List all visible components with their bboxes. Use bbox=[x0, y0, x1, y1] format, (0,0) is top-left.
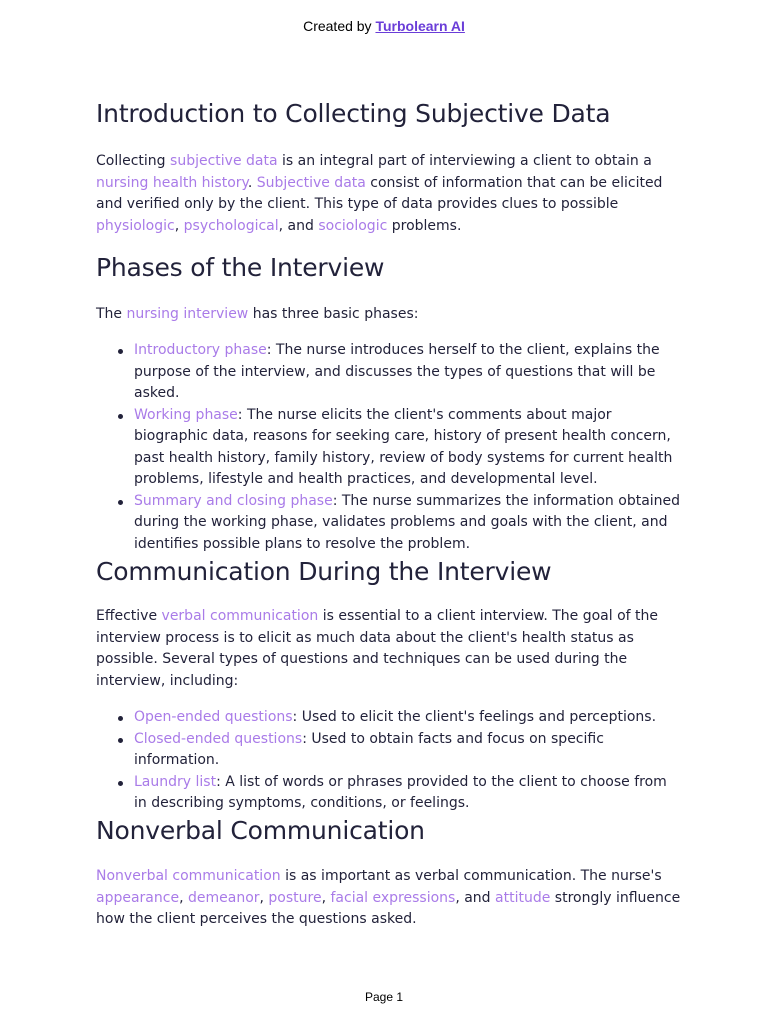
created-by-header bbox=[0, 18, 768, 34]
phases-paragraph: The nursing interview has three basic phases: bbox=[96, 306, 419, 322]
term-physiologic: physiologic bbox=[96, 217, 175, 234]
term-facial-expressions: facial expressions bbox=[330, 889, 456, 906]
term-posture: posture bbox=[268, 889, 322, 906]
communication-paragraph: Effective verbal communication is essential to a client interview. The goal of the interview process is to elicit as much data about the client's health status as possible. Several types of questions and techniques can be used during the interview, including: bbox=[96, 608, 659, 689]
turbolearn-link[interactable]: Turbolearn AI bbox=[375, 18, 465, 34]
list-item: Laundry list: A list of words or phrases provided to the client to choose from in describing symptoms, conditions, or feelings. bbox=[134, 772, 681, 815]
term-demeanor: demeanor bbox=[187, 889, 260, 906]
nonverbal-paragraph: Nonverbal communication is as important as verbal communication. The nurse's appearance, demeanor, posture, facial expressions, and attitude strongly influence how the client perceives the questions asked. bbox=[96, 868, 681, 927]
created-by-text: Created by bbox=[303, 18, 376, 34]
list-item: Working phase: The nurse elicits the client's comments about major biographic data, reasons for seeking care, history of present health concern, past health history, family history, review of body systems for current health problems, lifestyle and health practices, and developmental level. bbox=[134, 405, 681, 491]
list-item: Open-ended questions: Used to elicit the client's feelings and perceptions. bbox=[134, 707, 681, 729]
questions-list bbox=[96, 707, 681, 815]
term-attitude: attitude bbox=[495, 889, 551, 906]
intro-paragraph: Collecting subjective data is an integral part of interviewing a client to obtain a nursing health history. Subjective data consist of information that can be elicited and verified only by the client. This type of data provides clues to possible physiologic, psychological, and sociologic problems. bbox=[96, 153, 663, 234]
term-subjective-data-2: Subjective data bbox=[256, 174, 366, 191]
heading-communication: Communication During the Interview bbox=[96, 557, 552, 586]
term-appearance: appearance bbox=[96, 889, 180, 906]
phases-list bbox=[96, 340, 681, 555]
term-psychological: psychological bbox=[183, 217, 279, 234]
list-item: Closed-ended questions: Used to obtain facts and focus on specific information. bbox=[134, 729, 681, 772]
list-item: Introductory phase: The nurse introduces herself to the client, explains the purpose of the interview, and discusses the types of questions that will be asked. bbox=[134, 340, 681, 405]
term-sociologic: sociologic bbox=[318, 217, 388, 234]
term-verbal-communication: verbal communication bbox=[161, 608, 319, 624]
heading-phases: Phases of the Interview bbox=[96, 253, 385, 282]
term-nursing-interview: nursing interview bbox=[126, 306, 249, 322]
page-number: Page 1 bbox=[364, 990, 404, 1004]
term-nonverbal-communication: Nonverbal communication bbox=[96, 868, 281, 884]
heading-nonverbal: Nonverbal Communication bbox=[96, 816, 425, 845]
list-item: Summary and closing phase: The nurse summarizes the information obtained during the working phase, validates problems and goals with the client, and identifies possible plans to resolve the problem. bbox=[134, 491, 681, 556]
heading-intro: Introduction to Collecting Subjective Data bbox=[96, 99, 611, 128]
term-nursing-health-history: nursing health history bbox=[96, 174, 248, 191]
term-subjective-data: subjective data bbox=[170, 153, 278, 169]
